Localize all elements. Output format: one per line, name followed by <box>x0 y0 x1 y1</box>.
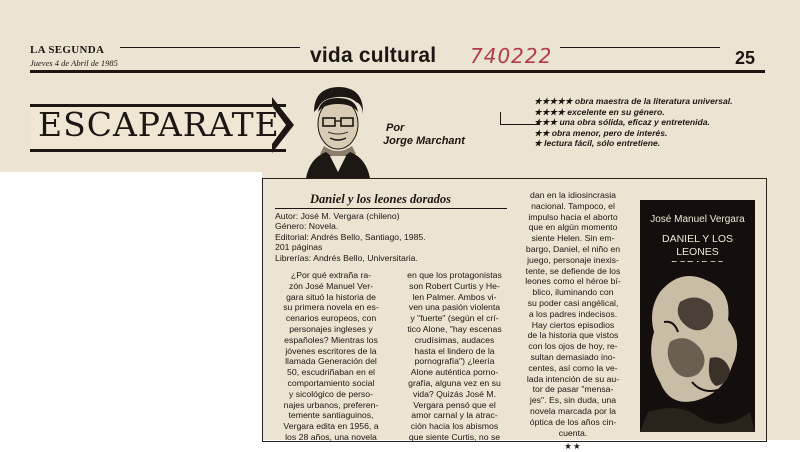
text-line: gara situó la historia de <box>286 291 376 302</box>
text-line: y "fuerte" (según el crí- <box>410 313 499 324</box>
text-line: que siente Curtis, no se <box>408 431 501 442</box>
text-line: su primera novela en es- <box>283 302 379 313</box>
byline-author: Jorge Marchant <box>383 135 465 147</box>
newspaper-name: LA SEGUNDA <box>30 44 105 56</box>
text-line: 50, escudriñaban en el <box>287 367 375 378</box>
text-line: en que los protagonistas <box>407 270 502 280</box>
text-line: novela marcada por la <box>530 405 616 416</box>
text-line: sultan demasiado ino- <box>530 351 616 362</box>
text-line: Vergara pensó que el <box>413 399 496 410</box>
text-line: de la historia que vistos <box>527 330 619 341</box>
review-rating: ★★ <box>564 441 582 452</box>
text-line: jóvenes escritores de la <box>285 345 377 356</box>
blank-margin <box>0 172 262 440</box>
text-line: con los ojos de hoy, re- <box>528 341 618 352</box>
text-line: óptica de los años cin- <box>529 416 617 427</box>
book-detail-line: Autor: José M. Vergara (chileno) <box>275 211 400 221</box>
issue-date: Jueves 4 de Abril de 1985 <box>30 58 118 68</box>
text-line: Hay ciertos episodios <box>531 319 615 330</box>
text-line: Alone auténtica porno- <box>410 367 499 378</box>
review-text-column-1 <box>266 270 396 443</box>
text-line: amor carnal y la atrac- <box>411 410 498 421</box>
text-line: ¿Por qué extraña ra- <box>290 270 372 280</box>
text-line: personajes ingleses y <box>289 323 373 334</box>
text-line: temente santiaguinos, <box>288 410 374 421</box>
text-line: tor de pasar "mensa- <box>532 384 614 395</box>
book-cover <box>640 200 755 432</box>
rating-legend-item: ★★★ una obra sólida, eficaz y entretenida. <box>534 117 710 128</box>
text-line: llamada Generación del <box>285 356 377 367</box>
cover-title-line: DANIEL Y LOS LEONES <box>661 233 733 258</box>
author-portrait <box>300 82 376 178</box>
text-line: vida? Quizás José M. <box>412 388 497 399</box>
review-title-rule <box>275 208 507 209</box>
text-line: grafía, alguna vez en su <box>408 377 501 388</box>
book-details <box>275 211 426 263</box>
cover-author: José Manuel Vergara <box>650 214 745 225</box>
text-line: centes, así como la ve- <box>528 362 618 373</box>
book-detail-line: Librerías: Andrés Bello, Universitaria. <box>275 252 418 263</box>
text-line: juego, personaje inexis- <box>527 254 619 265</box>
text-line: zón José Manuel Ver- <box>288 280 374 291</box>
text-line: nacional. Tampoco, el <box>531 200 615 211</box>
rating-legend-item: ★★ obra menor, pero de interés. <box>534 127 668 138</box>
byline-prefix: Por <box>386 122 405 134</box>
text-line: a los padres indecisos. <box>528 308 618 319</box>
text-line: su poder casi angélical, <box>527 297 619 308</box>
text-line: crudísimas, audaces <box>414 334 495 345</box>
text-line: y sicológico de perso- <box>288 388 374 399</box>
rating-legend-item: ★ lectura fácil, sólo entretiene. <box>534 138 661 149</box>
text-line: dan en la idiosincrasia <box>530 190 616 200</box>
text-line: comportamiento social <box>287 377 375 388</box>
text-line: pornografía") ¿leería <box>414 356 495 367</box>
text-line: leones como el héroe bí- <box>525 276 621 287</box>
review-title: Daniel y los leones dorados <box>310 192 451 206</box>
text-line: son Robert Curtis y He- <box>409 280 500 291</box>
book-detail-line: Editorial: Andrés Bello, Santiago, 1985. <box>275 231 426 242</box>
text-line: ven una pasión violenta <box>408 302 501 313</box>
text-line: tente, se defiende de los <box>525 265 621 276</box>
review-text-column-2 <box>398 270 511 443</box>
section-title: vida cultural <box>310 44 437 67</box>
text-line: tico Alone, "hay escenas <box>407 323 502 334</box>
text-line: que en algún momento <box>528 222 618 233</box>
text-line: los 28 años, una novela <box>285 431 377 442</box>
column-title: ESCAPARATE <box>38 105 280 144</box>
header-rule-top-right <box>560 47 720 48</box>
rating-legend-item: ★★★★ excelente en su género. <box>534 106 665 117</box>
text-line: najes urbanos, preferen- <box>283 399 379 410</box>
text-line: len Palmer. Ambos vi- <box>412 291 497 302</box>
text-line: hasta el lindero de la <box>414 345 495 356</box>
text-line: bargo, Daniel, el niño en <box>525 243 621 254</box>
book-detail-line: 201 páginas <box>275 242 323 253</box>
text-line: impulso hacia el aborto <box>528 211 618 222</box>
page-number: 25 <box>735 48 756 68</box>
cover-illustration <box>640 262 755 432</box>
rating-legend <box>534 96 733 149</box>
header-rule <box>30 70 765 73</box>
text-line: cenarios europeos, con <box>285 313 377 324</box>
handwritten-archive-code: 740222 <box>470 44 553 68</box>
text-line: blico, iluminando con <box>532 287 614 298</box>
review-text-column-3 <box>512 190 634 452</box>
text-line: ción hacia los abismos <box>410 421 499 432</box>
text-line: Vergara edita en 1956, a <box>283 421 379 432</box>
book-detail-line: Género: Novela. <box>275 221 339 232</box>
text-line: siente Helen. Sin em- <box>531 233 615 244</box>
text-line: jes". Es, sin duda, una <box>529 395 617 406</box>
rating-legend-item: ★★★★★ obra maestra de la literatura universal. <box>534 96 733 106</box>
header-rule-top <box>120 47 300 48</box>
text-line: cuenta. <box>558 427 588 438</box>
text-line: españoles? Mientras los <box>284 334 378 345</box>
text-line: lada intención de su au- <box>526 373 620 384</box>
